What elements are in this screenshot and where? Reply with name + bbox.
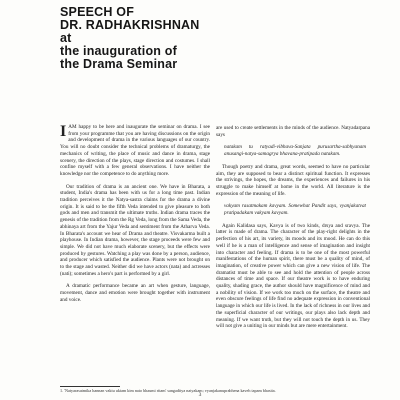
speech-title xyxy=(60,6,360,71)
right-column xyxy=(216,125,370,336)
title-line-4: the inauguration of xyxy=(60,44,177,58)
paragraph-kavya: Again Kalidasa says, Kavya is of two kinds, drsya and sravya. The latter is made of drama. The character of the play-right delights in the perfection of his art, its variety, its moods and its mood. He can do this well if he is a man of intelligence and sense of imagination and insight into character and feeling. If drama is to be one of the most powerful manifestations of the human spirit, there must be a quality of mind, of imagination, of creative power which can give a new vision of life. The dramatist must be able to see and hold the attention of people across distances of time and space. If our theatre work is to have enduring quality, shading grace, the author should have magnificence of mind and a nobility of vision. If we work too much on the surface, the theatre and even obscure feelings of life find no adequate expression in conventional language in which our life is lived. In the lack of richness in our lives and the superficial character of our writings, our plays also lack depth and meaning. If we want truth, but they will not touch the depth in us. They will not give a uniting in our minds but are mere entertainment. xyxy=(216,222,370,330)
paragraph-poetry: Though poetry and drama, great words, seemed to have no particular aim, they are supposed to bear a distinct spiritual function. It expresses the strivings, the hopes, the dreams, the experiences and failures in his struggle to make himself at home in the world. All literature is the expression of the meaning of life. xyxy=(216,163,370,197)
title-line-5: the Drama Seminar xyxy=(60,57,178,71)
sanskrit-quote-2: vakyam rasatmakam kavyam. Somewhat Pandit says, vyanjakatvat pratipadakam vakyam kavyam. xyxy=(224,203,366,217)
paragraph-settlements: are used to create settlements in the minds of the audience. Natyadarpana says xyxy=(216,125,370,138)
paragraph-performance: A dramatic performance became an art when gesture, language, movement, dance and emotion were brought together with instrument and voice. xyxy=(60,283,210,303)
page-number: 3 xyxy=(198,392,202,398)
title-line-3: at xyxy=(60,31,72,45)
drop-cap: I xyxy=(60,123,67,140)
paragraph-intro xyxy=(60,124,210,178)
title-line-1: SPEECH OF xyxy=(60,5,135,19)
title-line-2: DR. RADHAKRISHNAN xyxy=(60,18,200,32)
sanskrit-quote-1: natakam tu ratyadi-vibhava-Sanjata purusartha-sabhyanam anusangi-natya-samagrya bhavana-pratipada natakam. xyxy=(224,144,366,158)
paragraph-intro-text: AM happy to be here and inaugurate the seminar on drama. I see from your programme that you are having discussions on the origin and development of drama in the various languages of our country. You will no doubt consider the technical problems of dramaturgy, the mechanics of writing, the place of music and dance in drama, stage scenery, the direction of the plays, stage direction and costumes. I shall confine myself with a few general observations. I have neither the knowledge nor the competence to do anything more. xyxy=(60,124,210,177)
left-column xyxy=(60,124,210,310)
footnote-divider xyxy=(60,386,120,387)
paragraph-tradition: Our tradition of drama is an ancient one. We have in Bharata, a student, India's drama has been with us for a long time past. Indian tradition perceives it the Natya-sastra claims for the drama a divine origin. It is said to be the fifth Veda intended to give pleasure to both gods and men and transmit the ultimate truths. Indian drama traces the genesis of the tradition from the Rg Veda, long from the Sama Veda, the abhinaya art from the Yajur Veda and sentiment from the Atharva Veda. In Bharata's account we hear of Drama and theatre. Visvakarma built a playhouse. In Indian drama, however, the stage proceeds were few and simple. We did not have much elaborate scenery, but the effects were produced by gestures. Watching a play was done by a person, audience, and producer which satisfied the audience. Plants were not brought on to the stage and wasted. Neither did we have actors (nata) and actresses (nati); sometimes a hero's part is performed by a girl. xyxy=(60,183,210,277)
footnote: 1. 'Natyarasatmika hannan vaktu uktam kim nato bhaumi ritam' sangaditya natyakam; vyanjakanuprabhena kaveh tapam bhasita. xyxy=(60,388,276,393)
